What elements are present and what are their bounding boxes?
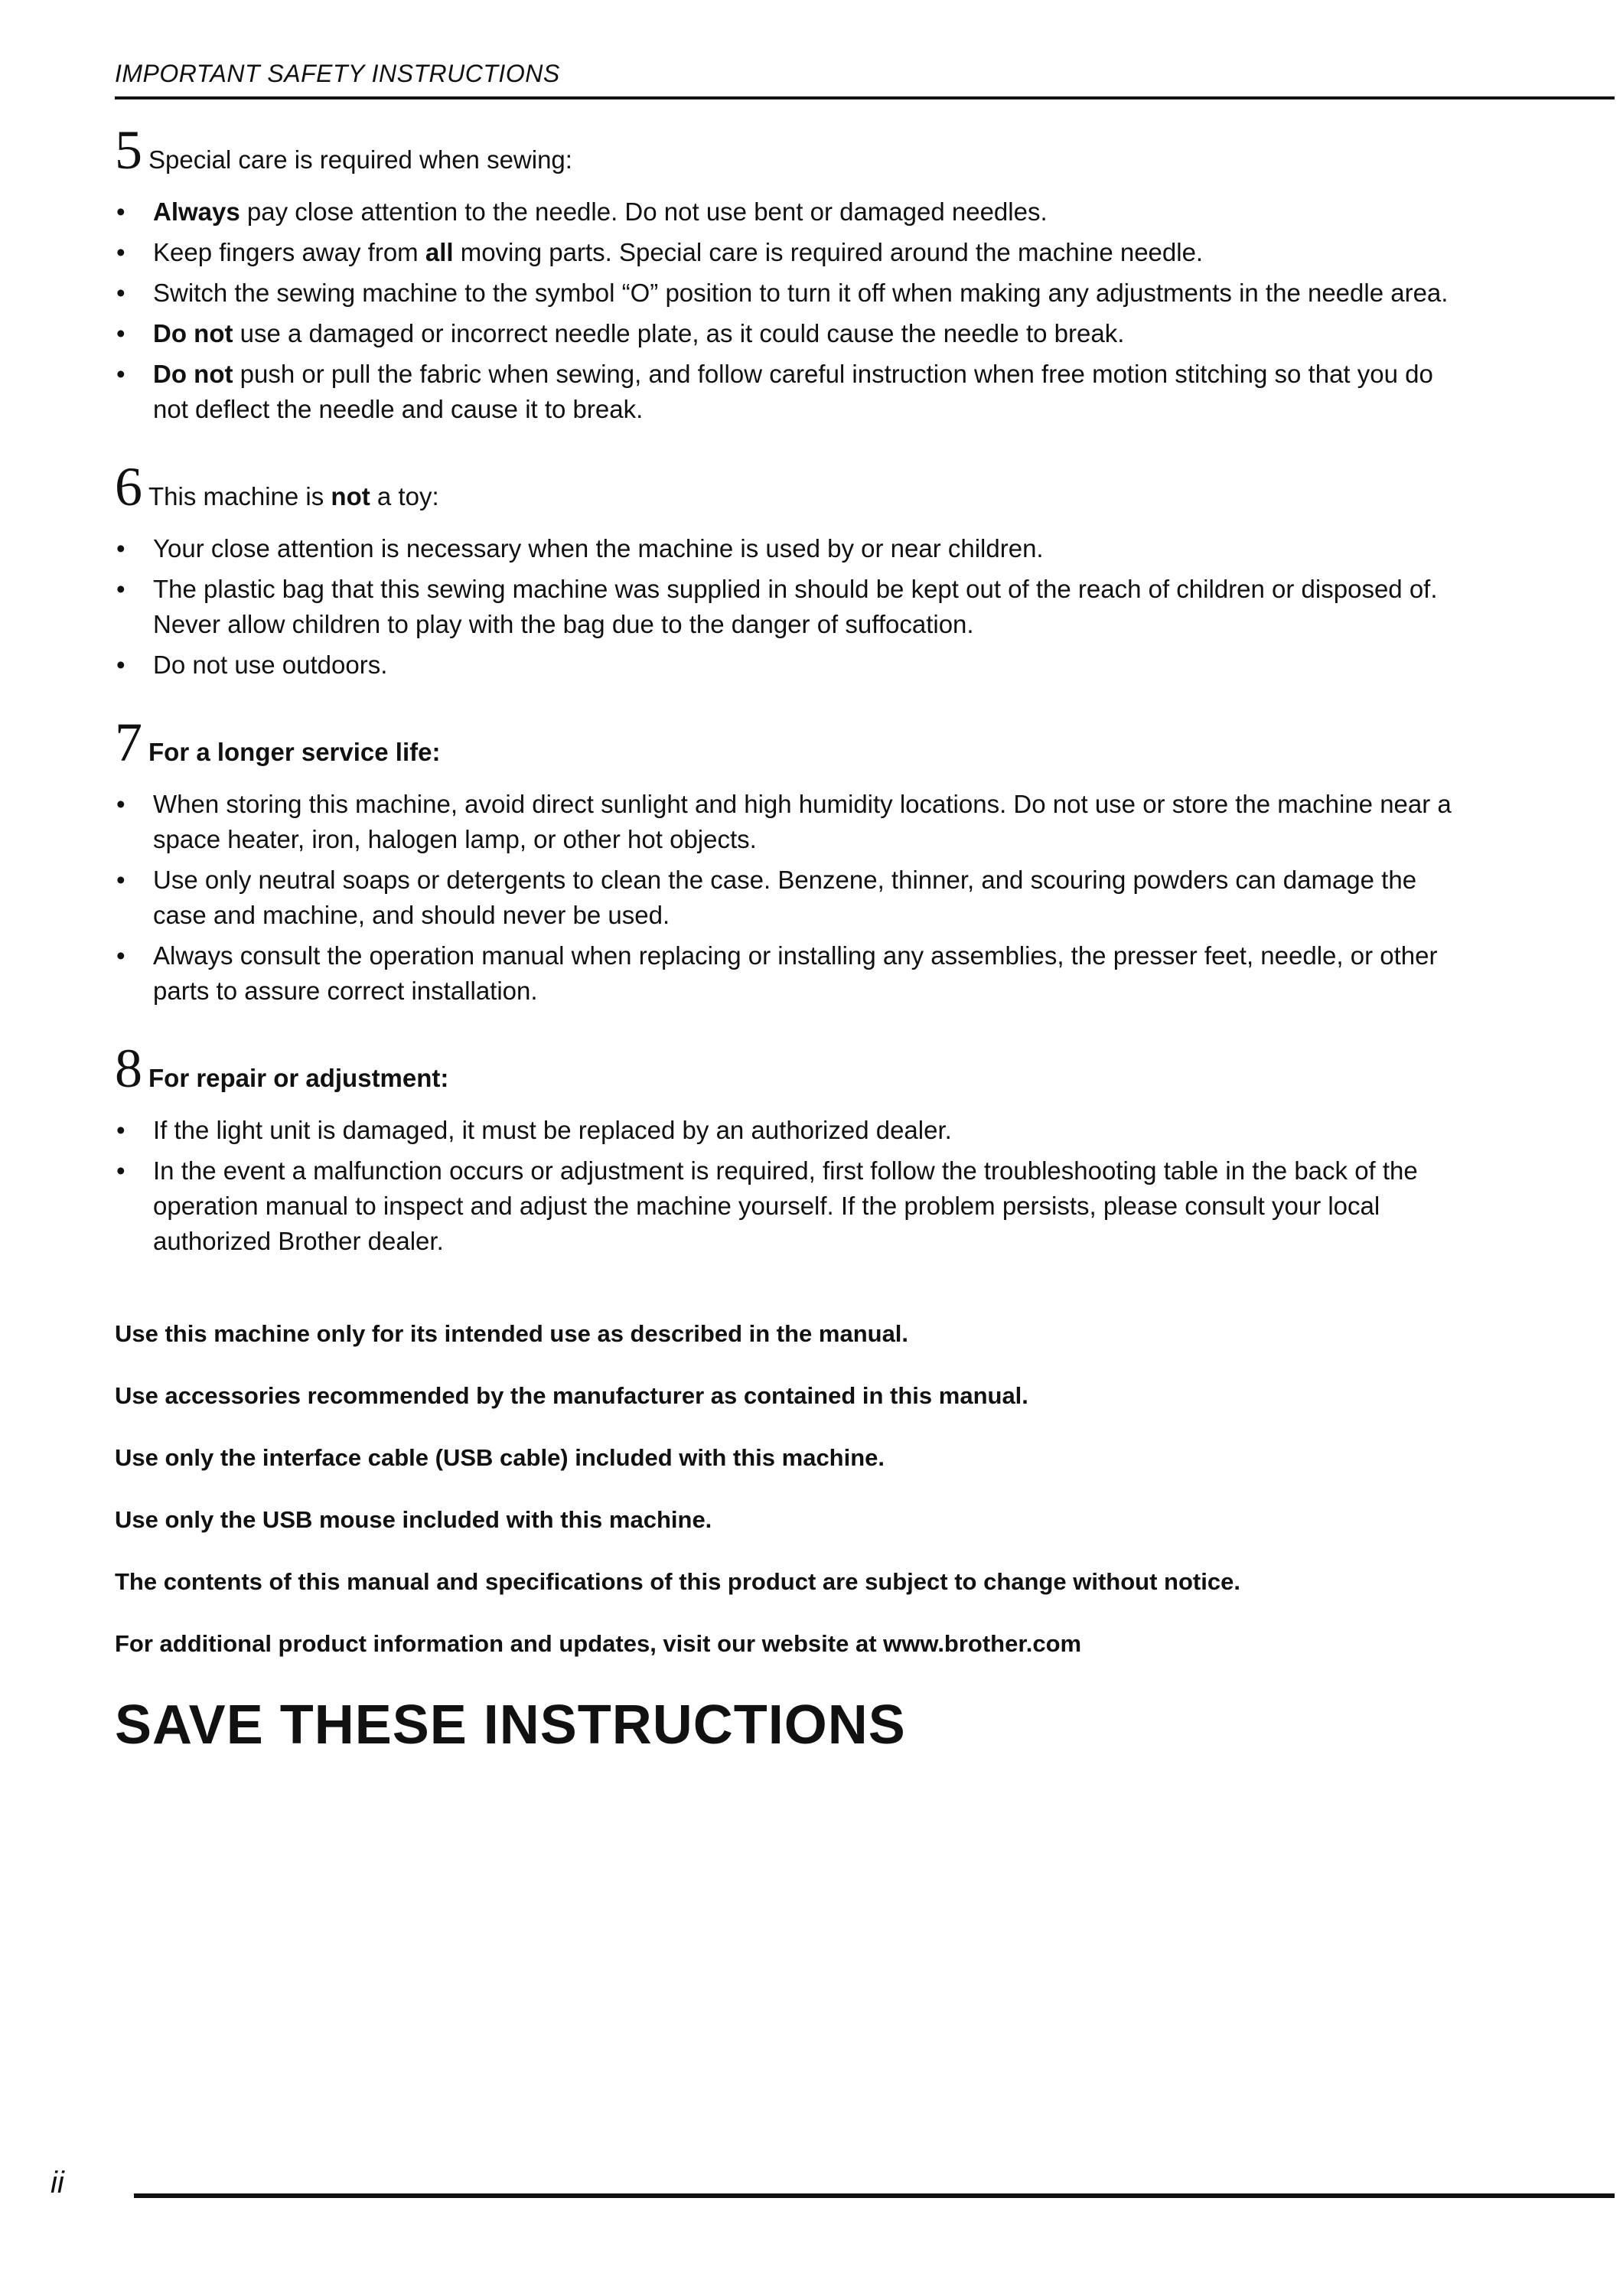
item-text: In the event a malfunction occurs or adjustment is required, first follow the troubleshooting table in the back of the operation manual to inspect and adjust the machine yourself. If the problem persists, please consult your local authorized Brother dealer.	[153, 1156, 1418, 1255]
bullet-icon: •	[116, 360, 125, 388]
list-item	[115, 357, 1462, 427]
note-line: For additional product information and updates, visit our website at www.brother.com	[115, 1630, 1082, 1657]
item-text: If the light unit is damaged, it must be replaced by an authorized dealer.	[153, 1116, 952, 1144]
item-text: Do not use outdoors.	[153, 651, 388, 679]
section-6-list	[115, 531, 1462, 683]
section-title	[148, 144, 572, 176]
save-instructions-heading: SAVE THESE INSTRUCTIONS	[115, 1694, 906, 1756]
section-6	[115, 458, 1462, 683]
list-item	[115, 1153, 1462, 1259]
section-number: 5	[115, 119, 142, 181]
bullet-icon: •	[116, 197, 125, 226]
note-line: Use only the interface cable (USB cable) included with this machine.	[115, 1444, 885, 1471]
item-text: moving parts. Special care is required around the machine needle.	[453, 238, 1204, 266]
section-8-list	[115, 1113, 1462, 1259]
bullet-icon: •	[116, 790, 125, 818]
section-title-text: a toy:	[370, 482, 439, 510]
item-text: When storing this machine, avoid direct sunlight and high humidity locations. Do not use or store the machine near a space heater, iron, halogen lamp, or other hot objects.	[153, 790, 1452, 853]
note-line: The contents of this manual and specifications of this product are subject to change without notice.	[115, 1568, 1240, 1595]
section-title: For repair or adjustment:	[148, 1064, 449, 1092]
section-number: 8	[115, 1038, 142, 1099]
bullet-icon: •	[116, 534, 125, 563]
item-text: push or pull the fabric when sewing, and follow careful instruction when free motion stitching so that you do not deflect the needle and cause it to break.	[153, 360, 1433, 423]
page-content	[115, 121, 1462, 1760]
list-item	[115, 787, 1462, 857]
bullet-icon: •	[116, 279, 125, 307]
list-item	[115, 863, 1462, 933]
section-heading	[115, 458, 1462, 516]
page-header	[115, 58, 1615, 89]
bullet-icon: •	[116, 238, 125, 266]
section-title	[148, 481, 439, 513]
item-bold-text: Do not	[153, 319, 233, 347]
section-7-list	[115, 787, 1462, 1009]
item-text: Keep fingers away from	[153, 238, 425, 266]
list-item	[115, 316, 1462, 351]
header-rule	[115, 96, 1615, 99]
item-text: Your close attention is necessary when the machine is used by or near children.	[153, 534, 1044, 563]
section-title: For a longer service life:	[148, 738, 441, 766]
item-text: Use only neutral soaps or detergents to clean the case. Benzene, thinner, and scouring powders can damage the case and machine, and should never be used.	[153, 866, 1417, 929]
section-heading	[115, 1039, 1462, 1097]
bullet-icon: •	[116, 651, 125, 679]
list-item	[115, 647, 1462, 683]
section-heading	[115, 121, 1462, 179]
list-item	[115, 235, 1462, 270]
item-text: use a damaged or incorrect needle plate, as it could cause the needle to break.	[233, 319, 1125, 347]
note-line: Use this machine only for its intended use as described in the manual.	[115, 1320, 909, 1347]
section-5	[115, 121, 1462, 427]
header-title: IMPORTANT SAFETY INSTRUCTIONS	[115, 60, 560, 87]
section-title-bold: not	[331, 482, 370, 510]
section-heading	[115, 713, 1462, 771]
section-title-text: Special care is required when sewing:	[148, 145, 572, 174]
section-5-list	[115, 194, 1462, 427]
bullet-icon: •	[116, 1116, 125, 1144]
item-text: pay close attention to the needle. Do not use bent or damaged needles.	[240, 197, 1048, 226]
item-bold-text: all	[425, 238, 454, 266]
item-text: Switch the sewing machine to the symbol “O” position to turn it off when making any adjustments in the needle area.	[153, 279, 1449, 307]
list-item	[115, 276, 1462, 311]
list-item	[115, 531, 1462, 566]
item-bold-text: Do not	[153, 360, 233, 388]
note-line: Use accessories recommended by the manufacturer as contained in this manual.	[115, 1382, 1028, 1409]
usage-notes	[115, 1319, 1462, 1659]
section-number: 7	[115, 712, 142, 773]
section-7	[115, 713, 1462, 1009]
list-item	[115, 572, 1462, 642]
footer-rule	[134, 2193, 1615, 2198]
list-item	[115, 938, 1462, 1009]
section-number: 6	[115, 456, 142, 517]
section-title-text: This machine is	[148, 482, 331, 510]
note-line: Use only the USB mouse included with this machine.	[115, 1506, 712, 1533]
list-item	[115, 1113, 1462, 1148]
bullet-icon: •	[116, 866, 125, 894]
bullet-icon: •	[116, 575, 125, 603]
item-text: The plastic bag that this sewing machine was supplied in should be kept out of the reach of children or disposed of. Never allow children to play with the bag due to the danger of suffocation.	[153, 575, 1438, 638]
item-text: Always consult the operation manual when replacing or installing any assemblies, the presser feet, needle, or other parts to assure correct installation.	[153, 941, 1438, 1005]
bullet-icon: •	[116, 319, 125, 347]
bullet-icon: •	[116, 941, 125, 970]
page-number: ii	[51, 2166, 64, 2200]
bullet-icon: •	[116, 1156, 125, 1185]
list-item	[115, 194, 1462, 230]
page-footer	[0, 2163, 1623, 2209]
section-8	[115, 1039, 1462, 1259]
item-bold-text: Always	[153, 197, 240, 226]
